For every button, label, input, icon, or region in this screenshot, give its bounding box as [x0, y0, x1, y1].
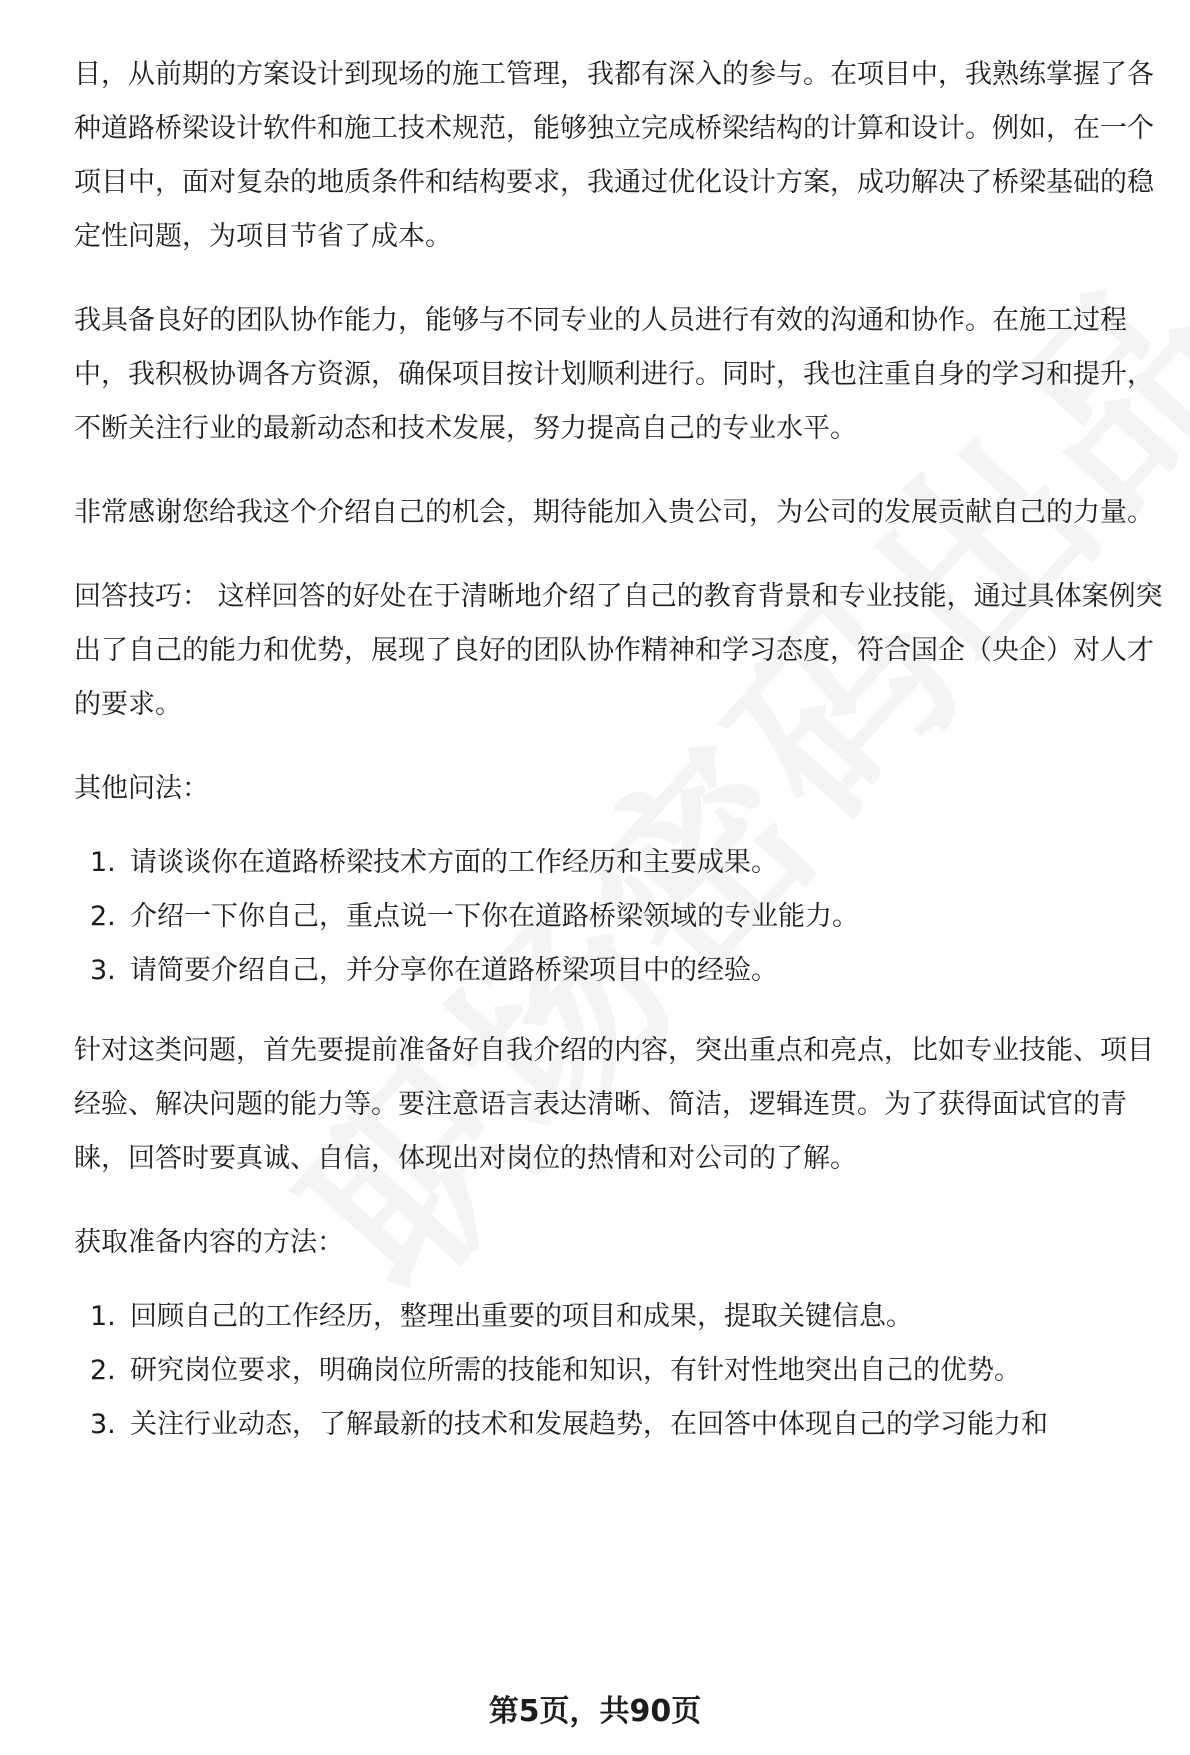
list-item-number: 3. — [90, 955, 116, 986]
list-item-number: 1. — [90, 1301, 116, 1332]
paragraph-project-experience: 目，从前期的方案设计到现场的施工管理，我都有深入的参与。在项目中，我熟练掌握了各种道路桥梁设计软件和施工技术规范，能够独立完成桥梁结构的计算和设计。例如，在一个项目中，面对复杂的地质条件和结构要求，我通过优化设计方案，成功解决了桥梁基础的稳定性问题，为项目节省了成本。 — [74, 59, 1154, 252]
list-item — [74, 1398, 1164, 1452]
paragraph-thanks: 非常感谢您给我这个介绍自己的机会，期待能加入贵公司，为公司的发展贡献自己的力量。 — [74, 497, 1154, 528]
list-item-text: 研究岗位要求，明确岗位所需的技能和知识，有针对性地突出自己的优势。 — [130, 1355, 1021, 1386]
page-number-footer: 第5页，共90页 — [488, 1694, 702, 1729]
paragraph-preparation-advice: 针对这类问题，首先要提前准备好自我介绍的内容，突出重点和亮点，比如专业技能、项目经验、解决问题的能力等。要注意语言表达清晰、简洁，逻辑连贯。为了获得面试官的青睐，回答时要真诚、自信，体现出对岗位的热情和对公司的了解。 — [74, 1035, 1154, 1174]
list-item — [74, 1290, 1164, 1344]
list-item-number: 2. — [90, 1355, 116, 1386]
preparation-methods-list — [74, 1290, 1164, 1452]
section-title-other-questions: 其他问法： — [74, 773, 209, 804]
list-item-number: 2. — [90, 901, 116, 932]
paragraph-teamwork: 我具备良好的团队协作能力，能够与不同专业的人员进行有效的沟通和协作。在施工过程中，我积极协调各方资源，确保项目按计划顺利进行。同时，我也注重自身的学习和提升，不断关注行业的最新动态和技术发展，努力提高自己的专业水平。 — [74, 305, 1154, 444]
list-item-text: 介绍一下你自己，重点说一下你在道路桥梁领域的专业能力。 — [130, 901, 859, 932]
list-item-text: 请谈谈你在道路桥梁技术方面的工作经历和主要成果。 — [130, 847, 778, 878]
list-item — [74, 944, 1164, 998]
section-title-preparation-methods: 获取准备内容的方法： — [74, 1227, 344, 1258]
list-item-text: 回顾自己的工作经历，整理出重要的项目和成果，提取关键信息。 — [130, 1301, 913, 1332]
list-item-text: 关注行业动态，了解最新的技术和发展趋势，在回答中体现自己的学习能力和 — [130, 1409, 1048, 1440]
list-item — [74, 836, 1164, 890]
list-item — [74, 890, 1164, 944]
list-item-number: 3. — [90, 1409, 116, 1440]
list-item — [74, 1344, 1164, 1398]
document-body — [74, 48, 1164, 1452]
other-questions-list — [74, 836, 1164, 998]
list-item-text: 请简要介绍自己，并分享你在道路桥梁项目中的经验。 — [130, 955, 778, 986]
paragraph-answer-tips: 回答技巧： 这样回答的好处在于清晰地介绍了自己的教育背景和专业技能，通过具体案例突出了自己的能力和优势，展现了良好的团队协作精神和学习态度，符合国企（央企）对人才的要求。 — [74, 581, 1163, 720]
list-item-number: 1. — [90, 847, 116, 878]
